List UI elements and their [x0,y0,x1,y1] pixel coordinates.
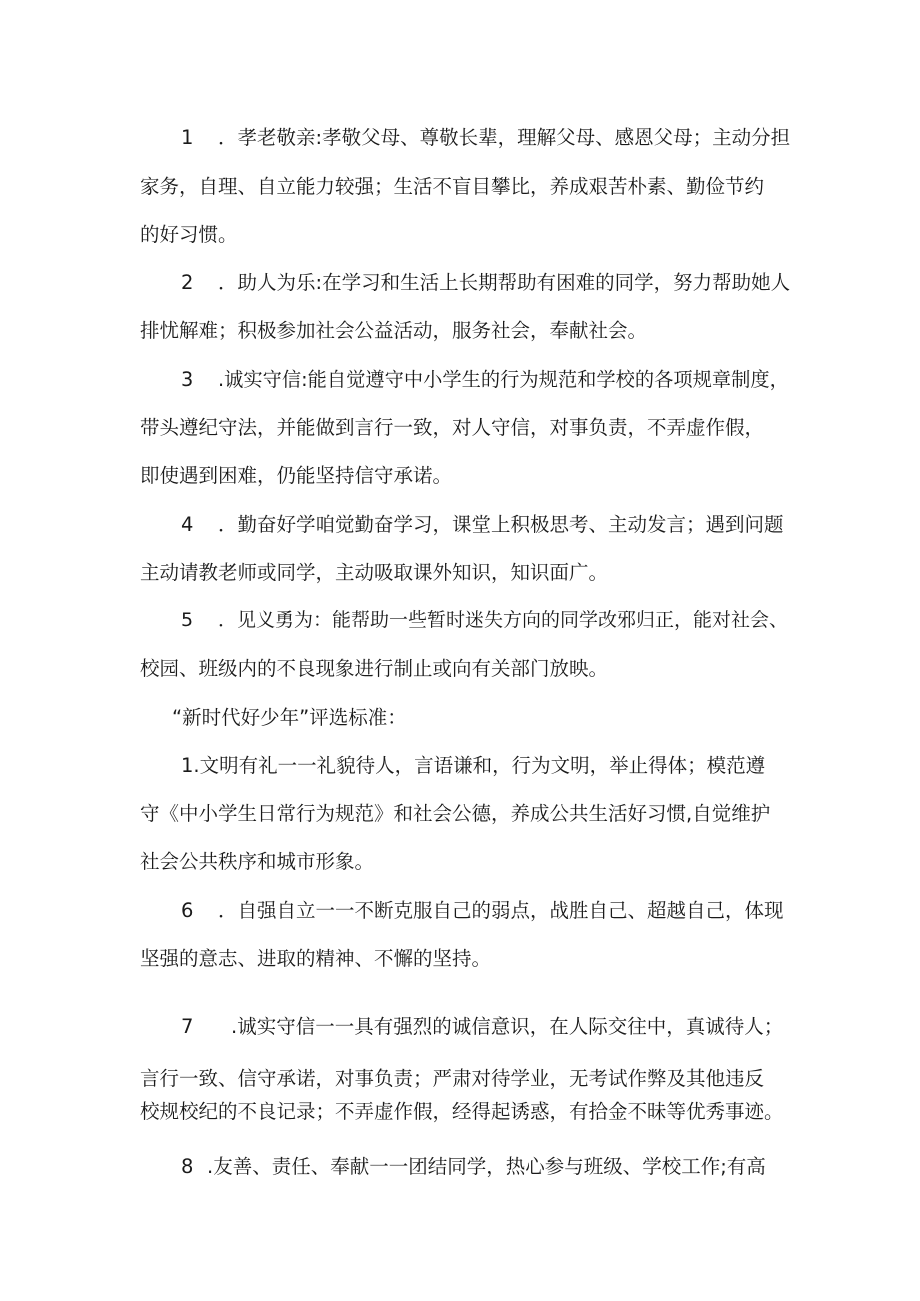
item-4-number: 4 [181,513,194,536]
item-2-number: 2 [181,271,194,294]
item-4-text-1: ．勤奋好学咱觉勤奋学习，课堂上积极思考、主动发言；遇到问题 [218,513,784,536]
standard-8-text-1: .友善、责任、奉献一一团结同学，热心参与班级、学校工作;有高 [207,1155,766,1178]
item-3-line-1 [181,370,789,389]
item-3-line-3: 即使遇到困难，仍能坚持信守承诺。 [140,464,453,487]
item-4-line-2: 主动请教老师或同学，主动吸取课外知识，知识面广。 [140,561,609,584]
standard-1-line-1: 1.文明有礼一一礼貌待人，言语谦和，行为文明，举止得体；模范遵 [181,754,766,777]
item-5-line-1 [181,611,788,630]
standard-7-text-1: .诚实守信一一具有强烈的诚信意识，在人际交往中，真诚待人； [231,1015,784,1038]
standard-6-line-2: 坚强的意志、进取的精神、不懈的坚持。 [140,947,492,970]
standard-7-line-1 [181,1017,783,1037]
section-heading: “新时代好少年”评选标准： [172,706,407,729]
standard-1-line-2: 守《中小学生日常行为规范》和社会公德，养成公共生活好习惯,自觉维护 [140,802,771,825]
item-1-line-3: 的好习惯。 [140,223,238,246]
item-5-number: 5 [181,609,194,631]
standard-7-number: 7 [181,1015,194,1038]
standard-1-line-3: 社会公共秩序和城市形象。 [140,850,375,873]
standard-7-line-2: 言行一致、信守承诺，对事负责；严肃对待学业，无考试作弊及其他违反 [140,1067,765,1090]
item-3-number: 3 [181,368,194,391]
item-5-text-1: ．见义勇为：能帮助一些暂时迷失方向的同学改邪归正，能对社会、 [218,609,789,631]
item-5-line-2: 校园、班级内的不良现象进行制止或向有关部门放映。 [140,657,609,680]
item-2-line-2: 排忧解难；积极参加社会公益活动，服务社会，奉献社会。 [140,319,648,342]
standard-8-line-1 [181,1157,766,1177]
item-1-number: 1 [181,126,194,149]
standard-6-number: 6 [181,899,194,922]
item-1-line-1 [181,128,790,148]
standard-6-line-1 [181,901,784,921]
item-2-line-1 [181,273,790,293]
item-2-text-1: ．助人为乐:在学习和生活上长期帮助有困难的同学，努力帮助她人 [218,271,791,294]
item-3-text-1: .诚实守信:能自觉遵守中小学生的行为规范和学校的各项规章制度， [218,368,789,391]
item-1-line-2: 家务，自理、自立能力较强；生活不盲目攀比，养成艰苦朴素、勤俭节约 [140,175,765,198]
item-1-text-1: ．孝老敬亲:孝敬父母、尊敬长辈，理解父母、感恩父母；主动分担 [218,126,791,149]
standard-8-number: 8 [181,1155,194,1178]
item-4-line-1 [181,515,784,535]
standard-7-line-3: 校规校纪的不良记录；不弄虚作假，经得起诱惑，有拾金不昧等优秀事迹。 [140,1100,784,1123]
standard-6-text-1: ．自强自立一一不断克服自己的弱点，战胜自己、超越自己，体现 [218,899,784,922]
item-3-line-2: 带头遵纪守法，并能做到言行一致，对人守信，对事负责，不弄虚作假， [140,416,765,439]
